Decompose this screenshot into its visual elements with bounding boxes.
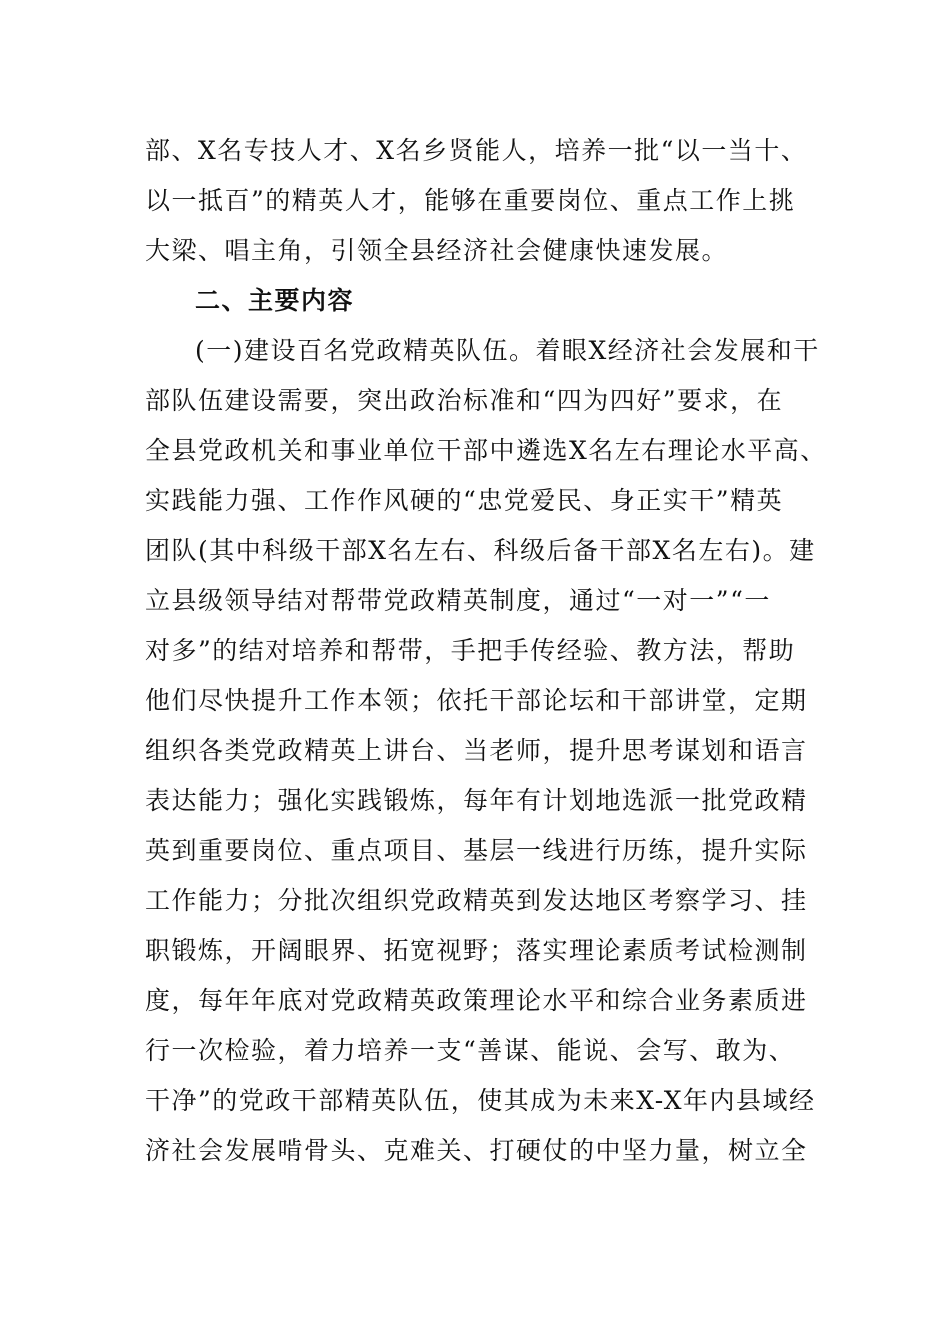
body-text-line: 度，每年年底对党政精英政策理论水平和综合业务素质进 <box>145 986 808 1015</box>
body-text-line: 济社会发展啃骨头、克难关、打硬仗的中坚力量，树立全 <box>145 1136 808 1165</box>
body-text-line: 部队伍建设需要，突出政治标准和“四为四好”要求，在 <box>145 386 784 415</box>
body-text-line: 组织各类党政精英上讲台、当老师，提升思考谋划和语言 <box>145 736 808 765</box>
body-text-line: 实践能力强、工作作风硬的“忠党爱民、身正实干”精英 <box>145 486 784 515</box>
body-text-line: 部、X名专技人才、X名乡贤能人，培养一批“以一当十、 <box>145 136 808 165</box>
body-text-line: 大梁、唱主角，引领全县经济社会健康快速发展。 <box>145 236 729 265</box>
body-text-line: 全县党政机关和事业单位干部中遴选X名左右理论水平高、 <box>145 436 827 465</box>
body-text-line: 行一次检验，着力培养一支“善谋、能说、会写、敢为、 <box>145 1036 796 1065</box>
body-text-line: 干净”的党政干部精英队伍，使其成为未来X-X年内县域经 <box>145 1086 816 1115</box>
body-text-line: 立县级领导结对帮带党政精英制度，通过“一对一”“一 <box>145 586 771 615</box>
paragraph-first-line: (一)建设百名党政精英队伍。着眼X经济社会发展和干 <box>195 336 820 365</box>
body-text-line: 团队(其中科级干部X名左右、科级后备干部X名左右)。建 <box>145 536 816 565</box>
body-text-line: 职锻炼，开阔眼界、拓宽视野；落实理论素质考试检测制 <box>145 936 808 965</box>
body-text-line: 以一抵百”的精英人才，能够在重要岗位、重点工作上挑 <box>145 186 796 215</box>
body-text-line: 英到重要岗位、重点项目、基层一线进行历练，提升实际 <box>145 836 808 865</box>
body-text-line: 他们尽快提升工作本领；依托干部论坛和干部讲堂，定期 <box>145 686 808 715</box>
body-text-line: 表达能力；强化实践锻炼，每年有计划地选派一批党政精 <box>145 786 808 815</box>
section-heading: 二、主要内容 <box>195 286 355 315</box>
body-text-line: 对多”的结对培养和帮带，手把手传经验、教方法，帮助 <box>145 636 796 665</box>
body-text-line: 工作能力；分批次组织党政精英到发达地区考察学习、挂 <box>145 886 808 915</box>
